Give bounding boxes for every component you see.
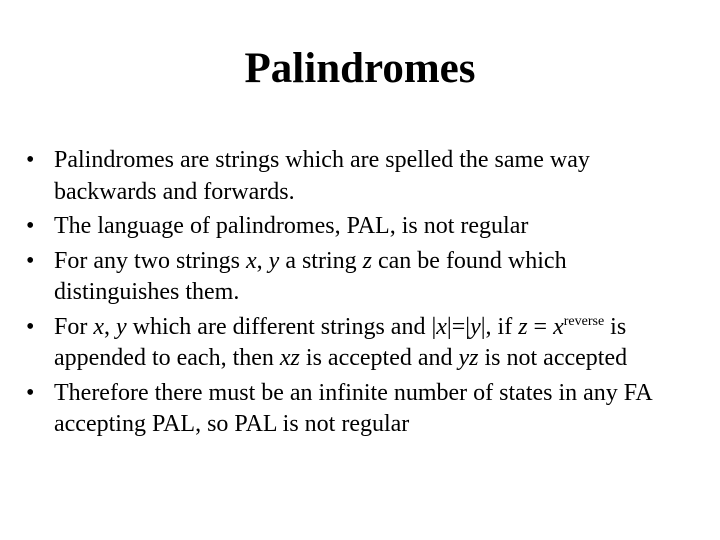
bullet-list (26, 145, 696, 444)
bullet-text-part: , (256, 247, 269, 274)
bullet-icon: • (26, 379, 35, 406)
var-z: z (518, 313, 528, 340)
var-x: x (436, 313, 447, 340)
bullet-icon: • (26, 313, 35, 340)
bullet-text: Therefore there must be an infinite number of states in any FA accepting PAL, so PAL is not regular (54, 379, 652, 437)
bullet-text-part: a string (279, 247, 363, 274)
bullet-text-part: is not accepted (478, 345, 628, 371)
var-yz: yz (458, 345, 479, 371)
var-x: x (246, 247, 257, 274)
bullet-text-part: |=| (446, 313, 471, 340)
reverse-superscript: reverse (563, 313, 605, 329)
slide-title: Palindromes (244, 45, 476, 92)
bullet-text-part: For any two strings (54, 247, 246, 274)
bullet-text-part: |, if (480, 313, 519, 340)
bullet-text-part: can be found which distinguishes them. (54, 247, 567, 305)
bullet-text-part: which are different strings and | (126, 313, 437, 340)
bullet-item-4 (26, 312, 696, 375)
bullet-text-part: = (527, 313, 554, 340)
bullet-text-part: is accepted and (299, 345, 459, 371)
bullet-text-part: , (104, 313, 116, 340)
var-y: y (116, 313, 127, 340)
bullet-icon: • (26, 247, 35, 274)
bullet-item-5 (26, 378, 696, 441)
bullet-icon: • (26, 213, 35, 239)
var-y: y (268, 247, 280, 274)
bullet-text-part: is appended to each, then (54, 313, 627, 371)
bullet-icon: • (26, 147, 35, 173)
bullet-text-part: For (54, 313, 94, 340)
bullet-item-2 (26, 211, 696, 243)
bullet-item-1 (26, 145, 696, 208)
var-xz: xz (279, 345, 300, 371)
var-z: z (362, 247, 372, 274)
bullet-text: Palindromes are strings which are spelled the same way backwards and forwards. (54, 147, 590, 205)
var-y: y (470, 313, 481, 340)
var-x: x (93, 313, 104, 340)
bullet-item-3 (26, 246, 696, 309)
bullet-text: The language of palindromes, PAL, is not regular (54, 213, 529, 239)
var-x-reverse: x (553, 313, 564, 340)
